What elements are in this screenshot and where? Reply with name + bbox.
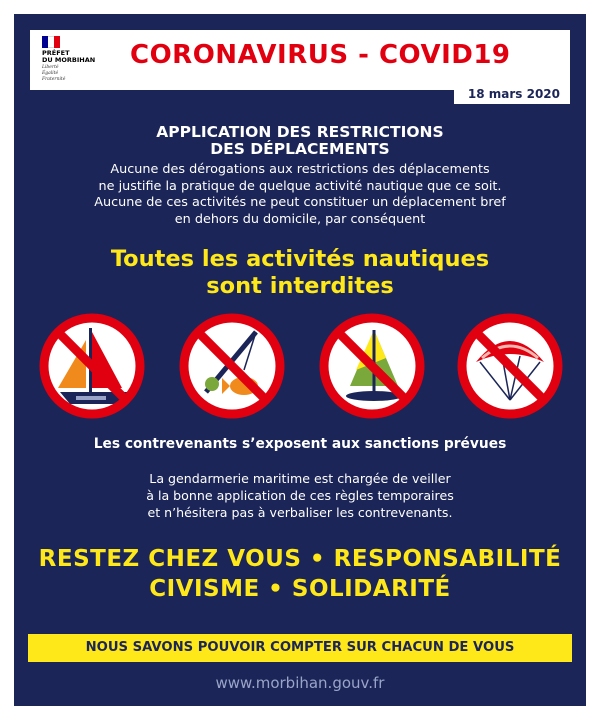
- poster: [14, 14, 586, 706]
- motto-fraternite: Fraternité: [42, 77, 66, 82]
- slogan-line-2: CIVISME • SOLIDARITÉ: [149, 576, 451, 602]
- slogan-line-1: RESTEZ CHEZ VOUS • RESPONSABILITÉ: [38, 546, 562, 572]
- french-flag-icon: [42, 36, 60, 48]
- logo-line-1: PRÉFET: [42, 49, 70, 57]
- section1-body-line-4: en dehors du domicile, par conséquent: [174, 211, 426, 227]
- highlight-line-2: sont interdites: [206, 273, 394, 299]
- section1-heading-line-2: DES DÉPLACEMENTS: [210, 140, 390, 158]
- prefecture-logo: [42, 36, 122, 86]
- section1-heading-line-1: APPLICATION DES RESTRICTIONS: [156, 123, 444, 141]
- windsurf-forbidden-icon: [316, 310, 428, 422]
- section2-body: [14, 470, 586, 521]
- section1-body: [14, 162, 586, 228]
- sailboat-forbidden-icon: [36, 310, 148, 422]
- logo-line-2: DU MORBIHAN: [42, 56, 96, 64]
- section1-body-line-1: Aucune des dérogations aux restrictions des déplacements: [110, 162, 490, 177]
- prohibition-highlight: [14, 246, 586, 300]
- trust-banner: NOUS SAVONS POUVOIR COMPTER SUR CHACUN DE VOUS: [28, 634, 572, 662]
- header-bar: [30, 30, 570, 101]
- section2-body-line-1: La gendarmerie maritime est chargée de veiller: [149, 471, 451, 486]
- highlight-line-1: Toutes les activités nautiques: [110, 246, 490, 272]
- page-title: CORONAVIRUS - COVID19: [130, 40, 511, 70]
- forbidden-activities-icons: [36, 310, 566, 422]
- section1-body-line-2: ne justifie la pratique de quelque activité nautique que ce soit.: [98, 178, 502, 194]
- kitesurf-forbidden-icon: [454, 310, 566, 422]
- motto-liberte: Liberté: [42, 65, 59, 70]
- section2-body-line-2: à la bonne application de ces règles temporaires: [146, 488, 454, 503]
- motto-egalite: Égalité: [42, 71, 59, 76]
- website-link[interactable]: www.morbihan.gouv.fr: [215, 674, 385, 692]
- section2-body-line-3: et n’hésitera pas à verbaliser les contrevenants.: [147, 505, 453, 520]
- fishing-forbidden-icon: [176, 310, 288, 422]
- section1-heading: [14, 124, 586, 158]
- slogan: [14, 544, 586, 604]
- date-badge: 18 mars 2020: [454, 84, 570, 104]
- section2-heading: Les contrevenants s’exposent aux sanctions prévues: [93, 436, 507, 452]
- section1-body-line-3: Aucune de ces activités ne peut constituer un déplacement bref: [94, 195, 506, 210]
